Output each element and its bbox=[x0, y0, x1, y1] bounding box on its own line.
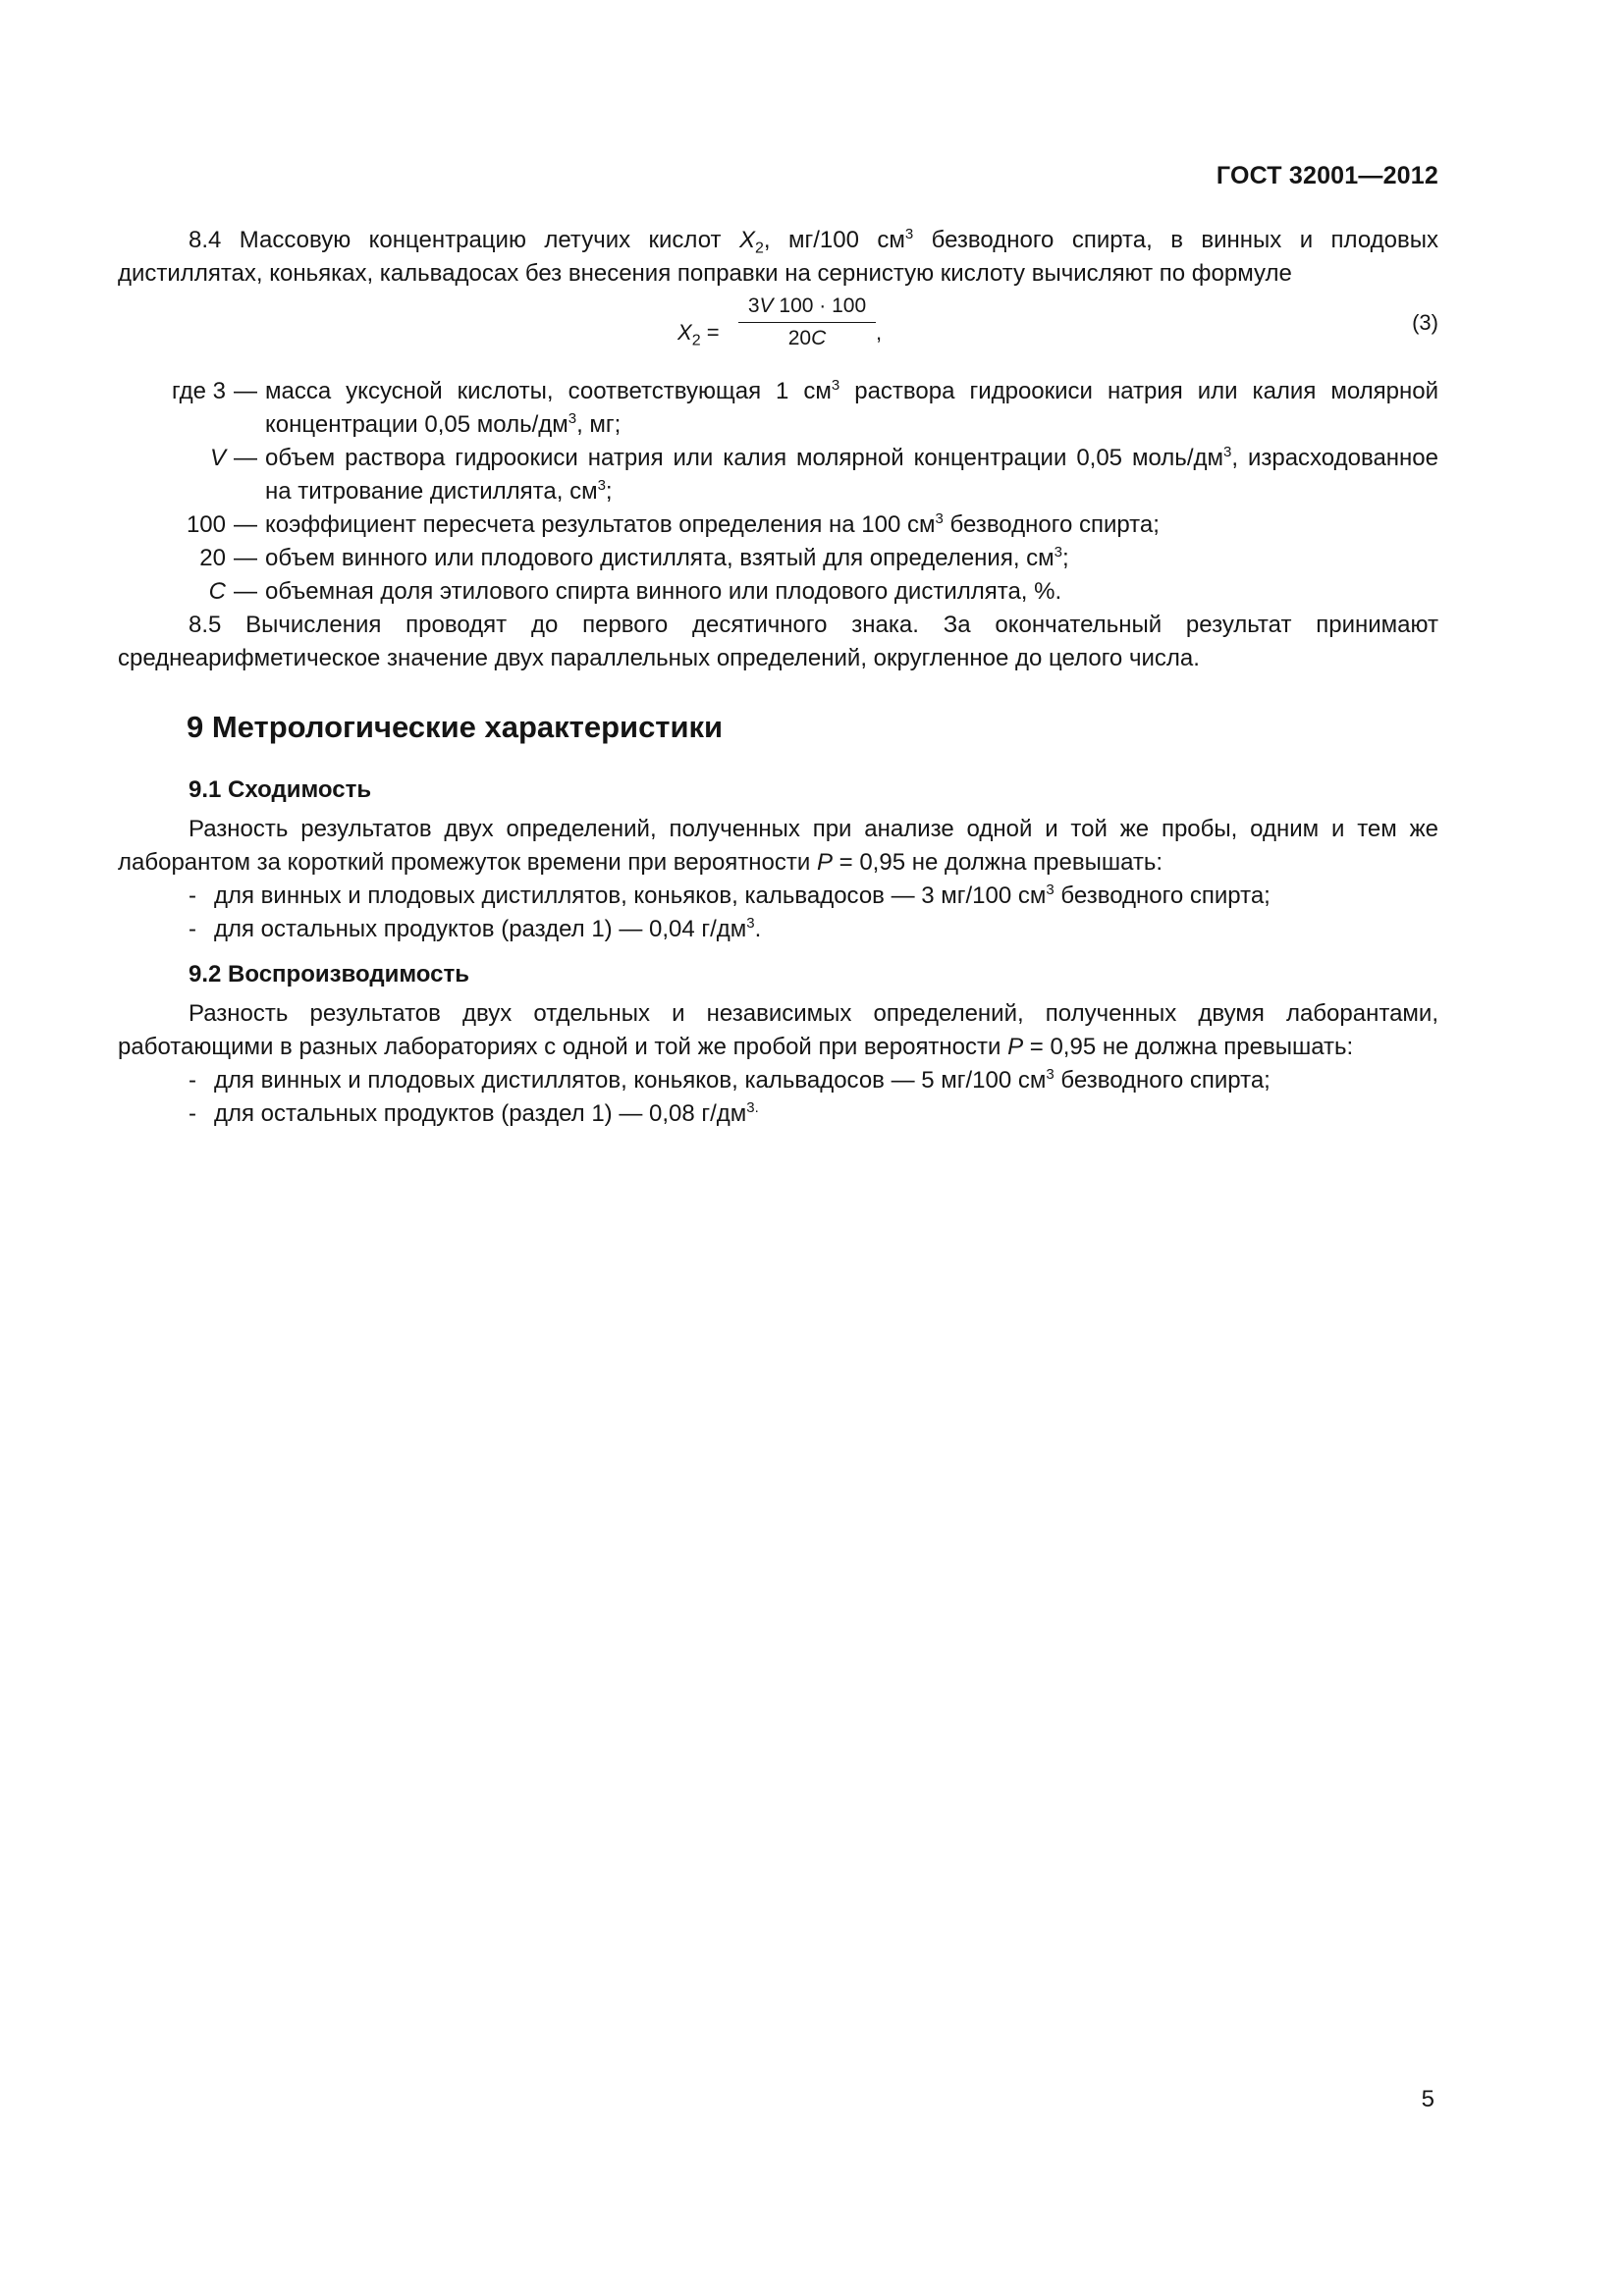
legend-symbol: где 3 bbox=[171, 378, 226, 404]
legend-text-a: объем винного или плодового дистиллята, взятый для определения, см bbox=[265, 545, 1055, 571]
p84-text-a: 8.4 Массовую концентрацию летучих кислот bbox=[189, 227, 739, 253]
legend-sup-a: 3 bbox=[1222, 444, 1232, 460]
formula-fraction bbox=[738, 293, 876, 352]
formula-den-a: 20 bbox=[787, 327, 812, 349]
subsection-9-1-title: 9.1 Сходимость bbox=[189, 776, 372, 803]
legend-text-b: ; bbox=[1062, 545, 1069, 571]
list-sup: 3. bbox=[746, 1099, 759, 1116]
formula-num-var: V bbox=[759, 294, 774, 317]
legend-symbol bbox=[118, 442, 226, 475]
list-text-a: для остальных продуктов (раздел 1) — 0,08 г/дм bbox=[214, 1100, 747, 1127]
p84-var: X bbox=[738, 227, 755, 253]
legend-row-100 bbox=[118, 508, 1438, 542]
p91-var: P bbox=[816, 849, 833, 876]
legend-sup-a: 3 bbox=[831, 377, 840, 394]
list-item-text bbox=[214, 913, 761, 946]
legend-symbol: 100 bbox=[186, 511, 226, 538]
formula-3 bbox=[118, 293, 1438, 367]
list-sup: 3 bbox=[1046, 881, 1055, 898]
list-sup: 3 bbox=[1046, 1066, 1055, 1083]
p91-text-b: = 0,95 не должна превышать: bbox=[832, 849, 1163, 876]
list-item bbox=[118, 1064, 1438, 1097]
document-header: ГОСТ 32001—2012 bbox=[1216, 162, 1438, 189]
formula-den-var: C bbox=[811, 327, 827, 349]
page-number: 5 bbox=[1421, 2086, 1434, 2112]
legend-text-a: масса уксусной кислоты, соответствующая 1 см bbox=[265, 378, 832, 404]
legend-dash: — bbox=[234, 545, 257, 571]
list-marker: - bbox=[189, 1067, 196, 1094]
formula-denominator bbox=[738, 325, 876, 352]
paragraph-9-2 bbox=[118, 997, 1438, 1064]
legend-row-20 bbox=[118, 542, 1438, 575]
formula-num-b: 100 · 100 bbox=[773, 294, 867, 317]
list-text-a: для остальных продуктов (раздел 1) — 0,04 г/дм bbox=[214, 916, 747, 942]
paragraph-8-5: 8.5 Вычисления проводят до первого десятичного знака. За окончательный результат принимают среднеарифметическое значение двух параллельных определений, округленное до целого числа. bbox=[118, 612, 1438, 671]
legend-row-v bbox=[118, 442, 1438, 508]
formula-lhs-var: X bbox=[677, 320, 692, 345]
legend-text-c: ; bbox=[605, 478, 613, 505]
formula-lhs-sub: 2 bbox=[691, 332, 701, 349]
legend-symbol-var: C bbox=[208, 578, 226, 605]
list-marker: - bbox=[189, 882, 196, 909]
legend-dash: — bbox=[234, 445, 257, 471]
list-marker: - bbox=[189, 1100, 196, 1127]
legend-text-c: , мг; bbox=[576, 411, 622, 438]
p84-text-c: безводного спирта, в винных и плодовых дистиллятах, коньяках, кальвадосах без внесения поправки на сернистую кислоту вычисляют по формуле bbox=[118, 227, 1439, 287]
section-9-title: 9 Метрологические характеристики bbox=[187, 710, 724, 744]
legend-sup-b: 3 bbox=[568, 410, 577, 427]
subsection-9-2-title: 9.2 Воспроизводимость bbox=[189, 961, 469, 988]
legend-text-a: коэффициент пересчета результатов определения на 100 см bbox=[265, 511, 936, 538]
list-marker: - bbox=[189, 916, 196, 942]
p84-var-sub: 2 bbox=[754, 240, 764, 257]
list-text-b: . bbox=[754, 916, 762, 942]
legend-text bbox=[265, 542, 1438, 575]
list-item-text bbox=[214, 880, 1271, 913]
formula-comma: , bbox=[876, 320, 883, 345]
p92-text-a: Разность результатов двух отдельных и независимых определений, полученных двумя лаборантами, работающими в разных лабораториях с одной и той же пробой при вероятности bbox=[118, 1000, 1438, 1060]
legend-dash: — bbox=[234, 378, 257, 404]
list-text-a: для винных и плодовых дистиллятов, коньяков, кальвадосов — 5 мг/100 см bbox=[214, 1067, 1047, 1094]
p84-sup: 3 bbox=[904, 226, 914, 242]
list-item bbox=[118, 1097, 1438, 1131]
legend-text-b: безводного спирта; bbox=[943, 511, 1160, 538]
list-text-b: безводного спирта; bbox=[1054, 1067, 1271, 1094]
p91-text-a: Разность результатов двух определений, полученных при анализе одной и той же пробы, одним и тем же лаборантом за короткий промежуток времени при вероятности bbox=[118, 816, 1438, 876]
paragraph-8-4 bbox=[118, 224, 1438, 291]
legend-text-b: раствора гидроокиси натрия или калия молярной концентрации 0,05 моль/дм bbox=[265, 378, 1439, 438]
legend-text bbox=[265, 442, 1438, 508]
legend-symbol: 20 bbox=[199, 545, 226, 571]
paragraph-9-1 bbox=[118, 813, 1438, 880]
legend-sup-a: 3 bbox=[935, 510, 944, 527]
formula-numerator bbox=[738, 293, 876, 320]
formula-equals: = bbox=[700, 320, 720, 345]
formula-fraction-bar bbox=[738, 322, 876, 323]
list-text-b: безводного спирта; bbox=[1054, 882, 1271, 909]
p84-text-b: , мг/100 см bbox=[763, 227, 905, 253]
list-item-text bbox=[214, 1097, 759, 1131]
legend-row-3 bbox=[118, 375, 1438, 442]
legend-text: объемная доля этилового спирта винного или плодового дистиллята, %. bbox=[265, 578, 1062, 605]
list-item bbox=[118, 880, 1438, 913]
legend-text-b: , израсходованное на титрование дистиллята, см bbox=[265, 445, 1438, 505]
list-text-a: для винных и плодовых дистиллятов, коньяков, кальвадосов — 3 мг/100 см bbox=[214, 882, 1047, 909]
list-item-text bbox=[214, 1064, 1271, 1097]
legend-dash: — bbox=[234, 511, 257, 538]
legend-row-c bbox=[118, 575, 1438, 609]
p92-text-b: = 0,95 не должна превышать: bbox=[1023, 1034, 1354, 1060]
legend-sup-a: 3 bbox=[1054, 544, 1063, 561]
p92-var: P bbox=[1007, 1034, 1024, 1060]
legend-text bbox=[265, 375, 1438, 442]
legend-symbol bbox=[118, 575, 226, 609]
list-item bbox=[118, 913, 1438, 946]
variable-legend bbox=[118, 375, 1438, 609]
formula-lhs bbox=[677, 316, 720, 349]
legend-text-a: объем раствора гидроокиси натрия или калия молярной концентрации 0,05 моль/дм bbox=[265, 445, 1223, 471]
formula-number: (3) bbox=[1412, 310, 1438, 335]
legend-text bbox=[265, 508, 1438, 542]
document-body bbox=[118, 224, 1438, 1131]
legend-symbol-var: V bbox=[209, 445, 226, 471]
legend-dash: — bbox=[234, 578, 257, 605]
formula-num-a: 3 bbox=[747, 294, 760, 317]
legend-sup-b: 3 bbox=[597, 477, 606, 494]
list-sup: 3 bbox=[746, 915, 755, 932]
